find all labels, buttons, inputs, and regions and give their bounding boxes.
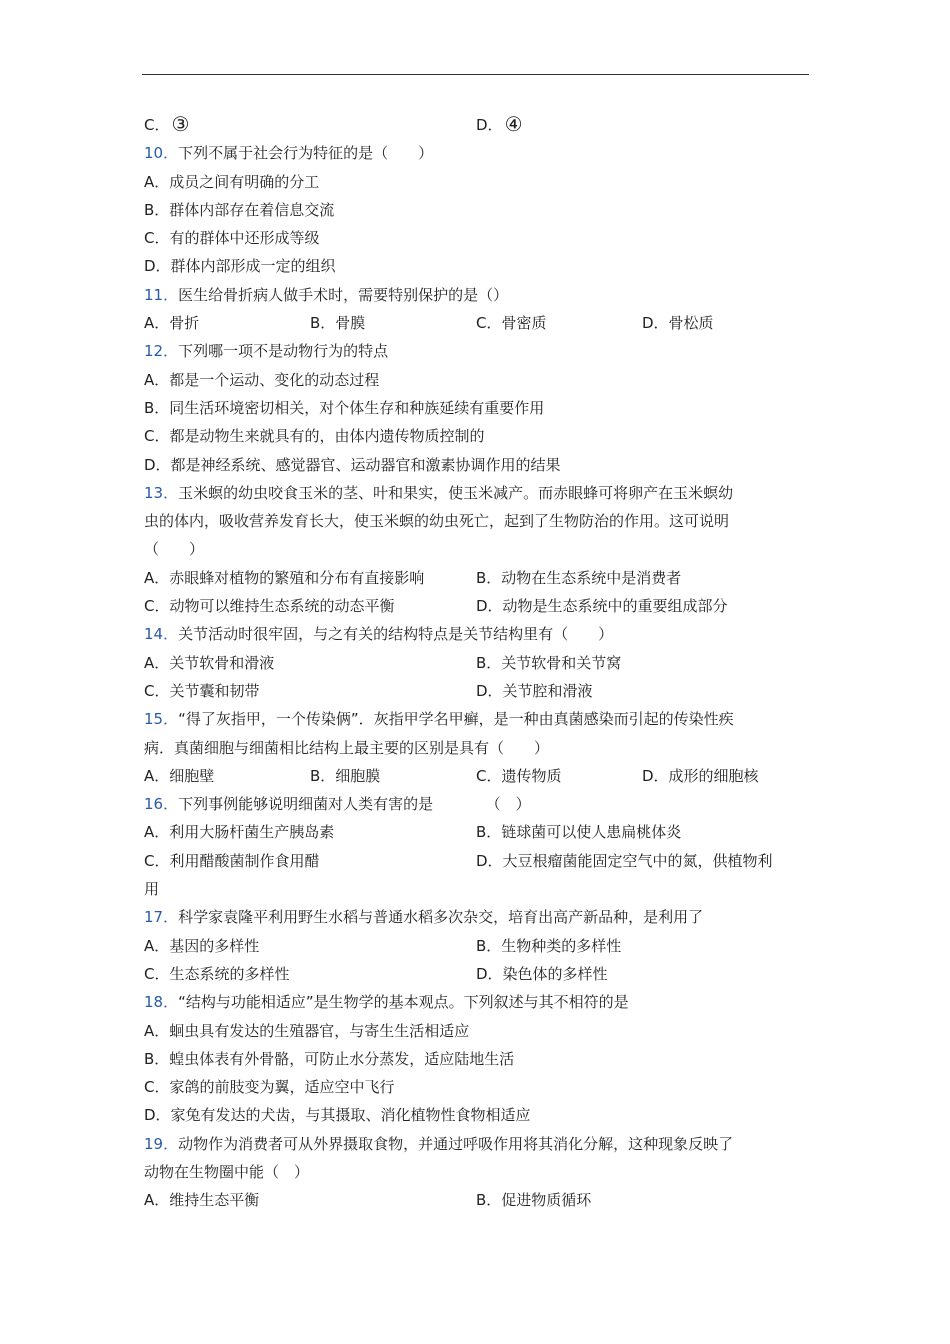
q9-option-c: C． ③ <box>144 112 190 136</box>
q14-stem: 14．关节活动时很牢固，与之有关的结构特点是关节结构里有（ ） <box>144 625 614 644</box>
q18-option-d: D．家兔有发达的犬齿，与其摄取、消化植物性食物相适应 <box>144 1106 531 1125</box>
q17-option-b: B．生物种类的多样性 <box>476 936 622 955</box>
q15-stem-line2: 病．真菌细胞与细菌相比结构上最主要的区别是具有（ ） <box>144 738 550 757</box>
q19-stem-line2: 动物在生物圈中能（ ） <box>144 1162 310 1181</box>
q14-option-d: D．关节腔和滑液 <box>476 681 593 700</box>
q12-option-b: B．同生活环境密切相关，对个体生存和种族延续有重要作用 <box>144 398 545 417</box>
q11-stem: 11．医生给骨折病人做手术时，需要特别保护的是（） <box>144 285 509 304</box>
q12-stem: 12．下列哪一项不是动物行为的特点 <box>144 342 389 361</box>
q18-stem: 18．“结构与功能相适应”是生物学的基本观点。下列叙述与其不相符的是 <box>144 993 629 1012</box>
q13-options-row2 <box>144 592 808 620</box>
q16-option-c: C．利用醋酸菌制作食用醋 <box>144 851 320 870</box>
q15-stem-line1: 15．“得了灰指甲，一个传染俩”．灰指甲学名甲癣，是一种由真菌感染而引起的传染性疾 <box>144 710 734 729</box>
q18-option-a: A．蛔虫具有发达的生殖器官，与寄生生活相适应 <box>144 1021 470 1040</box>
header-rule <box>142 74 809 75</box>
q14-option-c: C．关节囊和韧带 <box>144 681 260 700</box>
q17-option-c: C．生态系统的多样性 <box>144 964 290 983</box>
q11-option-c: C．骨密质 <box>476 314 547 333</box>
q10-option-d: D．群体内部形成一定的组织 <box>144 257 336 276</box>
q17-option-a: A．基因的多样性 <box>144 936 260 955</box>
q13-option-b: B．动物在生态系统中是消费者 <box>476 568 682 587</box>
q10-stem: 10．下列不属于社会行为特征的是（ ） <box>144 144 434 163</box>
q15-options-row <box>144 762 808 790</box>
q11-option-a: A．骨折 <box>144 314 200 333</box>
q17-options-row2 <box>144 960 808 988</box>
q14-options-row2 <box>144 677 808 705</box>
q10-option-c: C．有的群体中还形成等级 <box>144 229 320 248</box>
q9-option-d: D． ④ <box>476 112 523 136</box>
q13-option-c: C．动物可以维持生态系统的动态平衡 <box>144 597 395 616</box>
q15-option-b: B．细胞膜 <box>310 766 381 785</box>
q13-options-row1 <box>144 564 808 592</box>
q16-option-d-continued: 用 <box>144 880 160 899</box>
q13-option-d: D．动物是生态系统中的重要组成部分 <box>476 597 728 616</box>
q14-options-row1 <box>144 649 808 677</box>
q16-option-d: D．大豆根瘤菌能固定空气中的氮，供植物利 <box>476 851 773 870</box>
q12-option-d: D．都是神经系统、感觉器官、运动器官和激素协调作用的结果 <box>144 455 561 474</box>
q16-option-a: A．利用大肠杆菌生产胰岛素 <box>144 823 335 842</box>
q14-option-b: B．关节软骨和关节窝 <box>476 653 622 672</box>
q17-stem: 17．科学家袁隆平利用野生水稻与普通水稻多次杂交，培育出高产新品种，是利用了 <box>144 908 704 927</box>
q17-options-row1 <box>144 932 808 960</box>
q11-option-d: D．骨松质 <box>642 314 714 333</box>
q14-option-a: A．关节软骨和滑液 <box>144 653 275 672</box>
q16-option-b: B．链球菌可以使人患扁桃体炎 <box>476 823 682 842</box>
q18-option-c: C．家鸽的前肢变为翼，适应空中飞行 <box>144 1078 395 1097</box>
q16-options-row1 <box>144 818 808 846</box>
q13-option-a: A．赤眼蜂对植物的繁殖和分布有直接影响 <box>144 568 425 587</box>
q17-option-d: D．染色体的多样性 <box>476 964 608 983</box>
q12-option-a: A．都是一个运动、变化的动态过程 <box>144 370 380 389</box>
q19-options-row <box>144 1186 808 1214</box>
q13-stem-line1: 13．玉米螟的幼虫咬食玉米的茎、叶和果实，使玉米减产。而赤眼蜂可将卵产在玉米螟幼 <box>144 483 734 502</box>
q18-option-b: B．蝗虫体表有外骨骼，可防止水分蒸发，适应陆地生活 <box>144 1049 515 1068</box>
q15-option-a: A．细胞壁 <box>144 766 215 785</box>
q19-option-a: A．维持生态平衡 <box>144 1191 260 1210</box>
q16-options-row2 <box>144 847 808 875</box>
q11-option-b: B．骨膜 <box>310 314 366 333</box>
q19-stem-line1: 19．动物作为消费者可从外界摄取食物，并通过呼吸作用将其消化分解，这种现象反映了 <box>144 1134 734 1153</box>
q9-options-row <box>144 111 808 139</box>
q15-option-d: D．成形的细胞核 <box>642 766 759 785</box>
q15-option-c: C．遗传物质 <box>476 766 562 785</box>
question-list <box>144 111 808 1215</box>
q19-option-b: B．促进物质循环 <box>476 1191 592 1210</box>
q11-options-row <box>144 309 808 337</box>
q13-stem-line3: （ ） <box>144 540 205 559</box>
q16-stem: 16．下列事例能够说明细菌对人类有害的是 （ ） <box>144 795 531 814</box>
q10-option-a: A．成员之间有明确的分工 <box>144 172 320 191</box>
q10-option-b: B．群体内部存在着信息交流 <box>144 200 335 219</box>
q13-stem-line2: 虫的体内，吸收营养发育长大，使玉米螟的幼虫死亡，起到了生物防治的作用。这可说明 <box>144 512 730 531</box>
q12-option-c: C．都是动物生来就具有的，由体内遗传物质控制的 <box>144 427 485 446</box>
